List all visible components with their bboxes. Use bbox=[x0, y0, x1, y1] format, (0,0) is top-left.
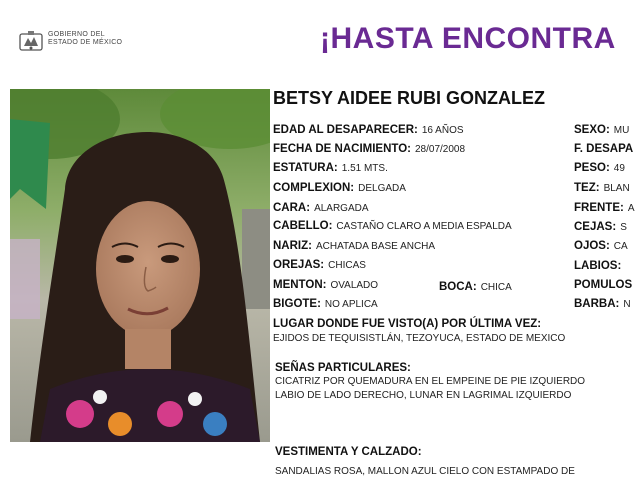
right-field bbox=[574, 158, 625, 176]
field-label: CEJAS: bbox=[574, 221, 617, 233]
features-line-1: CICATRIZ POR QUEMADURA EN EL EMPEINE DE PIE IZQUIERDO bbox=[275, 376, 586, 387]
last-seen-title: LUGAR DONDE FUE VISTO(A) POR ÚLTIMA VEZ: bbox=[273, 318, 542, 330]
field-value: S bbox=[620, 222, 627, 233]
field-value: OVALADO bbox=[330, 280, 379, 291]
field-value: 49 bbox=[613, 163, 625, 174]
right-field bbox=[574, 139, 637, 157]
field-label: F. DESAPA bbox=[574, 143, 634, 155]
left-field bbox=[273, 178, 406, 196]
left-field bbox=[273, 198, 369, 216]
field-value: 28/07/2008 bbox=[415, 144, 466, 155]
last-seen-text: EJIDOS DE TEQUISISTLÁN, TEZOYUCA, ESTADO DE MEXICO bbox=[273, 333, 566, 344]
field-label: FRENTE: bbox=[574, 202, 624, 214]
right-field bbox=[574, 256, 625, 274]
field-value: BLAN bbox=[603, 183, 630, 194]
field-label: OREJAS: bbox=[273, 259, 325, 271]
field-label: EDAD AL DESAPARECER: bbox=[273, 124, 418, 136]
government-label bbox=[48, 31, 122, 47]
field-label: OJOS: bbox=[574, 240, 610, 252]
mouth-field bbox=[439, 277, 512, 295]
field-label: POMULOS bbox=[574, 279, 633, 291]
field-value: NO APLICA bbox=[324, 299, 378, 310]
right-field bbox=[574, 217, 627, 235]
left-field bbox=[273, 275, 378, 293]
gov-line-1: GOBIERNO DEL bbox=[48, 31, 105, 38]
field-label: TEZ: bbox=[574, 182, 600, 194]
field-value: CA bbox=[613, 241, 628, 252]
right-field bbox=[574, 120, 629, 138]
right-field bbox=[574, 294, 631, 312]
field-value: CHICAS bbox=[328, 260, 366, 271]
left-field bbox=[273, 216, 512, 234]
right-field bbox=[574, 275, 636, 293]
field-label: COMPLEXION: bbox=[273, 182, 355, 194]
field-value: MU bbox=[613, 125, 630, 136]
gov-line-2: ESTADO DE MÉXICO bbox=[48, 39, 123, 46]
field-label: FECHA DE NACIMIENTO: bbox=[273, 143, 411, 155]
field-label: ESTATURA: bbox=[273, 162, 338, 174]
state-coat-of-arms-icon bbox=[18, 30, 44, 52]
person-name: BETSY AIDEE RUBI GONZALEZ bbox=[273, 88, 546, 108]
field-label: BOCA: bbox=[439, 281, 477, 293]
right-field bbox=[574, 178, 630, 196]
field-label: LABIOS: bbox=[574, 260, 622, 272]
headline-banner: ¡HASTA ENCONTRA bbox=[320, 22, 616, 55]
field-value: 1.51 MTS. bbox=[341, 163, 388, 174]
left-field bbox=[273, 294, 378, 312]
missing-person-photo bbox=[10, 89, 270, 442]
field-label: MENTON: bbox=[273, 279, 327, 291]
field-value: ACHATADA BASE ANCHA bbox=[315, 241, 436, 252]
field-label: CABELLO: bbox=[273, 220, 333, 232]
field-value: CHICA bbox=[480, 282, 512, 293]
right-field bbox=[574, 236, 628, 254]
field-value: ALARGADA bbox=[314, 203, 369, 214]
left-field bbox=[273, 120, 464, 138]
field-value: N bbox=[623, 299, 631, 310]
field-label: CARA: bbox=[273, 202, 311, 214]
left-field bbox=[273, 158, 388, 176]
features-title: SEÑAS PARTICULARES: bbox=[275, 362, 411, 374]
field-label: NARIZ: bbox=[273, 240, 312, 252]
right-field bbox=[574, 198, 635, 216]
features-line-2: LABIO DE LADO DERECHO, LUNAR EN LAGRIMAL IZQUIERDO bbox=[275, 390, 572, 401]
field-label: BIGOTE: bbox=[273, 298, 321, 310]
field-label: PESO: bbox=[574, 162, 610, 174]
field-value: CASTAÑO CLARO A MEDIA ESPALDA bbox=[336, 221, 512, 232]
left-field bbox=[273, 139, 465, 157]
left-field bbox=[273, 255, 366, 273]
clothing-text: SANDALIAS ROSA, MALLON AZUL CIELO CON ESTAMPADO DE bbox=[275, 466, 575, 477]
left-field bbox=[273, 236, 435, 254]
field-value: 16 AÑOS bbox=[421, 125, 464, 136]
clothing-title: VESTIMENTA Y CALZADO: bbox=[275, 446, 422, 458]
field-value: A bbox=[627, 203, 635, 214]
field-label: BARBA: bbox=[574, 298, 620, 310]
field-label: SEXO: bbox=[574, 124, 610, 136]
field-value: DELGADA bbox=[358, 183, 406, 194]
